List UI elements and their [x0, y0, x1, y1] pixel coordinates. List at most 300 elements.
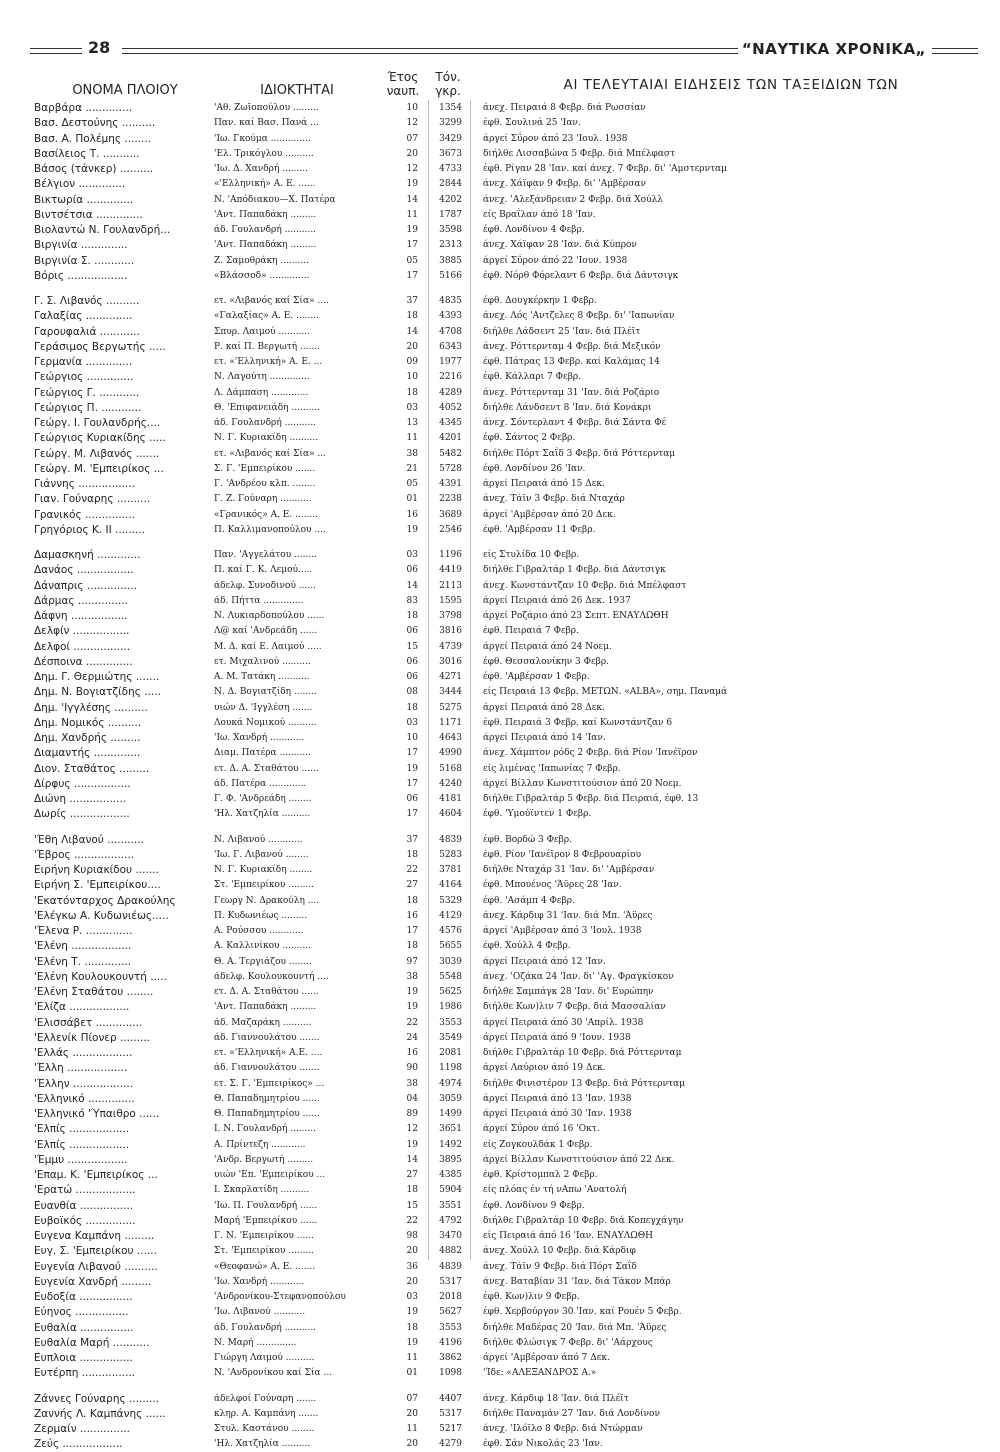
voyage-news: άνεχ. Χάϊφαν 28 'Ιαν. διά Κύπρον: [483, 240, 637, 251]
ship-name: Γεράσιμος Βεργωτής .....: [34, 340, 166, 353]
gross-tonnage: 5283: [439, 849, 462, 860]
voyage-news: έφθ. Πειραιά 3 Φεβρ. καί Κωνστάντζαν 6: [483, 717, 673, 728]
ship-name: 'Έμμυ ..................: [34, 1153, 128, 1166]
owner-name: Ν. Μαρή ..............: [214, 1337, 297, 1348]
build-year: 20: [406, 1246, 418, 1257]
voyage-news: έφθ. Σάντος 2 Φεβρ.: [483, 433, 576, 444]
ship-name: Βικτωρία ..............: [34, 193, 134, 206]
build-year: 01: [406, 494, 418, 505]
ship-name: Δωρίς ..................: [34, 808, 130, 821]
build-year: 06: [406, 565, 418, 576]
table-row: [0, 640, 1000, 655]
gross-tonnage: 2238: [439, 494, 462, 505]
owner-name: 'Ηλ. Χατζηλία ..........: [214, 1439, 311, 1450]
ship-name: Βασ. Α. Πολέμης ........: [34, 132, 152, 145]
build-year: 04: [406, 1093, 418, 1104]
ship-name: 'Ελπίς ..................: [34, 1123, 130, 1136]
gross-tonnage: 5627: [439, 1307, 462, 1318]
table-row: [0, 355, 1000, 370]
owner-name: Ν. 'Ανδρονίκου καί Σία ...: [214, 1368, 333, 1379]
voyage-news: έφθ. Βορδώ 3 Φεβρ.: [483, 834, 573, 845]
gross-tonnage: 2113: [439, 580, 462, 591]
owner-name: Γ. Ν. 'Εμπειρίκου ......: [214, 1231, 314, 1241]
build-year: 18: [406, 702, 418, 713]
gross-tonnage: 1098: [439, 1368, 462, 1379]
voyage-news: είς πλόας έν τή νΑπω 'Ανατολή: [483, 1185, 627, 1196]
gross-tonnage: 3299: [439, 118, 462, 129]
build-year: 14: [406, 326, 418, 337]
build-year: 17: [406, 809, 418, 820]
ship-name: Ζαννής Λ. Καμπάνης ......: [34, 1407, 166, 1420]
gross-tonnage: 4882: [439, 1246, 462, 1257]
table-row: [0, 548, 1000, 563]
build-year: 11: [406, 1424, 418, 1434]
owner-name: άδ. Μαζαράκη ..........: [214, 1017, 312, 1028]
ship-name: 'Ελένη Σταθάτου ........: [34, 986, 154, 998]
voyage-news: άργεί Σΰρον άπό 16 'Οκτ.: [483, 1124, 600, 1135]
voyage-news: είς Ζογκουλδάκ 1 Φεβρ.: [483, 1139, 593, 1150]
table-row: [0, 777, 1000, 792]
owner-name: Γ. 'Ανδρέου κλπ. ........: [214, 479, 316, 489]
build-year: 18: [406, 1185, 418, 1196]
owner-name: Ζ. Σαμοθράκη ..........: [214, 255, 309, 266]
table-row: [0, 685, 1000, 700]
owner-name: Γεωργ Ν. Δρακούλη ....: [214, 895, 320, 906]
gross-tonnage: 4279: [439, 1439, 462, 1450]
ship-name: Δημ. Γ. Θερμιώτης .......: [34, 671, 160, 683]
voyage-news: άνεχ. Χούλλ 10 Φεβρ. διά Κάρδιφ: [483, 1246, 636, 1257]
gross-tonnage: 1354: [439, 103, 462, 113]
build-year: 19: [406, 225, 418, 235]
table-row: [0, 863, 1000, 878]
table-row: [0, 1016, 1000, 1031]
table-row: [0, 609, 1000, 624]
gross-tonnage: 3689: [439, 509, 462, 520]
voyage-news: έφθ. Ρίγαν 28 'Ιαν. καί άνεχ. 7 Φεβρ. δι' 'Αμστερνταμ: [483, 164, 727, 174]
build-year: 06: [406, 656, 418, 667]
voyage-news: έφθ. 'Αμβέρσαν 11 Φεβρ.: [483, 524, 596, 535]
owner-name: ετ. Σ. Γ. 'Εμπειρίκος» ...: [214, 1078, 325, 1089]
gross-tonnage: 3444: [439, 687, 462, 698]
ship-name: Βιργινία ..............: [34, 239, 128, 252]
table-row: [0, 746, 1000, 761]
ship-name: Γεώργιος Γ. ............: [34, 386, 140, 399]
build-year: 10: [406, 103, 418, 113]
ship-name: Γερμανία ..............: [34, 356, 133, 368]
build-year: 12: [406, 118, 418, 129]
build-year: 17: [406, 748, 418, 759]
ship-name: Εύηνος ................: [34, 1306, 129, 1319]
table-row: [0, 924, 1000, 939]
voyage-news: άργεί Πειραιά άπό 24 Νοεμ.: [483, 641, 612, 652]
table-row: [0, 1077, 1000, 1092]
build-year: 11: [406, 433, 418, 444]
gross-tonnage: 3885: [439, 255, 462, 266]
ship-name: 'Ελλενίκ Πίονερ .........: [34, 1031, 151, 1044]
gross-tonnage: 4990: [439, 748, 462, 759]
build-year: 06: [406, 794, 418, 804]
voyage-news: διήλθε Κων)λιν 7 Φεβρ. διά Μασσαλίαν: [483, 1002, 666, 1013]
voyage-news: άργεί Πειραιά άπό 26 Δεκ. 1937: [483, 595, 631, 606]
owner-name: άδ. Γιαννουλάτου .......: [214, 1063, 320, 1074]
ship-name: Ευγενία Χανδρή .........: [34, 1275, 152, 1288]
build-year: 17: [406, 926, 418, 936]
ship-name: 'Επαμ. Κ. 'Εμπειρίκος ...: [34, 1169, 158, 1181]
voyage-news: άργεί Βίλλαν Κωνστιτούσιον άπό 20 Νοεμ.: [483, 778, 682, 789]
gross-tonnage: 4052: [439, 402, 462, 413]
voyage-news: άνεχ. Βαταβίαν 31 'Ιαν. διά Τάκον Μπάρ: [483, 1276, 671, 1287]
gross-tonnage: 3895: [439, 1154, 462, 1165]
build-year: 12: [406, 1124, 418, 1135]
ship-name: 'Έλλη ..................: [34, 1062, 128, 1075]
ship-name: Γεώργιος ..............: [34, 371, 134, 384]
gross-tonnage: 1977: [439, 357, 462, 367]
table-row: [0, 1122, 1000, 1137]
voyage-news: διήλθε Μαδέρας 20 'Ιαν. διά Μπ. 'Άϋρες: [483, 1322, 667, 1333]
table-row: [0, 147, 1000, 162]
owner-name: Παν. καί Βασ. Πανά ...: [214, 118, 319, 129]
voyage-news: άργεί 'Αμβέρσαν άπό 20 Δεκ.: [483, 509, 616, 520]
ship-name: Ευδοξία ................: [34, 1291, 133, 1303]
table-row: [0, 1290, 1000, 1305]
table-row: [0, 294, 1000, 309]
owner-name: ετ. Δ. Α. Σταθάτου ......: [214, 763, 319, 774]
build-year: 03: [406, 1292, 418, 1302]
build-year: 16: [406, 1048, 418, 1058]
table-row: [0, 208, 1000, 223]
voyage-news: άργεί Πειραιά άπό 12 'Ιαν.: [483, 956, 606, 967]
header-rule-left: [30, 48, 82, 54]
table-row: [0, 1336, 1000, 1351]
owner-name: Ν. Λυκιαρδοπούλου ......: [214, 611, 325, 621]
build-year: 20: [406, 341, 418, 352]
gross-tonnage: 3429: [439, 133, 462, 144]
ship-name: Βασίλειος Τ. ...........: [34, 147, 140, 160]
table-row: [0, 477, 1000, 492]
ship-name: Βάσος (τάνκερ) ..........: [34, 163, 154, 175]
gross-tonnage: 5548: [439, 971, 462, 982]
owner-name: 'Ιω. Χανδρή ............: [214, 1276, 305, 1287]
gross-tonnage: 4164: [439, 880, 462, 891]
owner-name: Θ. 'Επιφανειάδη ..........: [214, 402, 320, 413]
owner-name: Π. Καλλιμανοπούλου ....: [214, 524, 326, 535]
voyage-news: έφθ. Πειραιά 7 Φεβρ.: [483, 626, 579, 637]
owner-name: Στ. 'Εμπειρίκου .........: [214, 1246, 315, 1257]
ship-name: 'Ερατώ ..................: [34, 1184, 136, 1197]
ship-name: Ζεύς ..................: [34, 1438, 123, 1451]
gross-tonnage: 3798: [439, 611, 462, 621]
table-row: [0, 848, 1000, 863]
build-year: 18: [406, 1322, 418, 1333]
owner-name: ετ. Μιχαλινού ..........: [214, 656, 311, 667]
ship-name: Γιαν. Γούναρης ..........: [34, 493, 151, 506]
owner-name: Α. Ρούσσου ............: [214, 926, 304, 936]
table-row: [0, 701, 1000, 716]
gross-tonnage: 4643: [439, 733, 462, 743]
build-year: 07: [406, 133, 418, 144]
build-year: 19: [406, 1002, 418, 1013]
journal-title: “ΝΑΥΤΙΚΑ ΧΡΟΝΙΚΑ„: [741, 40, 926, 58]
owner-name: 'Ιω. Γ. Λιβανού ........: [214, 849, 309, 860]
owner-name: «'Ελληνική» Α. Ε. ......: [214, 179, 316, 190]
owner-name: Π. καί Γ. Κ. Λεμού.....: [214, 565, 313, 576]
ship-name: Γεώργιος Π. ............: [34, 401, 142, 414]
build-year: 17: [406, 270, 418, 281]
voyage-news: άνεχ. Χάμπτον ρόδς 2 Φεβρ. διά Ρίον 'Ιανέϊρον: [483, 748, 698, 759]
table-row: [0, 431, 1000, 446]
ship-name: Δημ. Χανδρής .........: [34, 732, 141, 744]
owner-name: άδελφοί Γούναρη .......: [214, 1393, 317, 1404]
table-row: [0, 325, 1000, 340]
ship-name: Δέσποινα ..............: [34, 655, 133, 668]
owner-name: Ν. Δ. Βογιατζίδη ........: [214, 687, 317, 698]
table-row: [0, 1437, 1000, 1452]
owner-name: «Γαλαξίας» Α. Ε. ........: [214, 311, 319, 322]
ship-name: 'Ελισσάβετ ..............: [34, 1016, 143, 1029]
gross-tonnage: 4733: [439, 164, 462, 174]
owner-name: 'Αθ. Ζωϊοπούλου .........: [214, 103, 319, 113]
voyage-news: άργεί Πειραιά άπό 13 'Ιαν. 1938: [483, 1093, 632, 1104]
owner-name: Διαμ. Πατέρα ...........: [214, 748, 311, 759]
build-year: 16: [406, 910, 418, 921]
owner-name: 'Ηλ. Χατζηλία ..........: [214, 809, 311, 820]
gross-tonnage: 4792: [439, 1215, 462, 1226]
gross-tonnage: 3549: [439, 1032, 462, 1043]
build-year: 27: [406, 1170, 418, 1180]
table-row: [0, 370, 1000, 385]
build-year: 18: [406, 311, 418, 322]
table-row: [0, 1366, 1000, 1381]
gross-tonnage: 4835: [439, 296, 462, 306]
voyage-news: έφθ. Πάτρας 13 Φεβρ. καί Καλάμας 14: [483, 357, 660, 367]
gross-tonnage: 4839: [439, 1261, 462, 1272]
owner-name: άδ. Γιαννουλάτου .......: [214, 1032, 320, 1043]
table-row: [0, 1107, 1000, 1122]
ship-name: Δημ. Ν. Βογιατζίδης .....: [34, 686, 161, 699]
owner-name: 'Ανδρ. Βεργωτή .........: [214, 1154, 314, 1165]
table-row: [0, 1168, 1000, 1183]
owner-name: ετ. «Λιβανός καί Σία» ....: [214, 296, 329, 306]
build-year: 10: [406, 733, 418, 743]
owner-name: 'Ελ. Τρικόγλου ..........: [214, 148, 314, 159]
voyage-news: διήλθε Παναμάν 27 'Ιαν. διά Λονδίνον: [483, 1408, 660, 1419]
voyage-news: άνεχ. Κωνστάντζαν 10 Φεβρ. διά Μπέλφαστ: [483, 580, 687, 591]
build-year: 03: [406, 550, 418, 560]
owner-name: Ν. Γ. Κυριακίδη ..........: [214, 433, 319, 444]
gross-tonnage: 3551: [439, 1200, 462, 1211]
owner-name: ετ. «'Ελληνική» Α. Ε. ...: [214, 357, 323, 367]
ship-name: Γιάννης .................: [34, 478, 135, 490]
gross-tonnage: 2546: [439, 524, 462, 535]
table-row: [0, 731, 1000, 746]
ship-name: Βιντσέτσια ..............: [34, 208, 143, 221]
ship-name: Ζερμαίν ...............: [34, 1423, 130, 1435]
gross-tonnage: 5655: [439, 941, 462, 952]
column-header-owners: ΙΔΙΟΚΤΗΤΑΙ: [260, 83, 334, 98]
ship-name: Δαμασκηνή .............: [34, 549, 141, 561]
voyage-news: άργεί 'Αμβέρσαν άπό 3 'Ιουλ. 1938: [483, 926, 642, 936]
column-header-news: ΑΙ ΤΕΛΕΥΤΑΙΑΙ ΕΙΔΗΣΕΙΣ ΤΩΝ ΤΑΞΕΙΔΙΩΝ ΤΩΝ: [563, 77, 899, 93]
build-year: 97: [406, 956, 418, 967]
gross-tonnage: 5728: [439, 463, 462, 474]
gross-tonnage: 3816: [439, 626, 462, 637]
voyage-news: άνεχ. 'Οζάκα 24 'Ιαν. δι' 'Αγ. Φραγκίσκον: [483, 971, 674, 982]
ship-name: Δημ. 'Ιγγλέσης ..........: [34, 701, 148, 714]
voyage-news: άνεχ. Πειραιά 8 Φεβρ. διά Ρωσσίαν: [483, 103, 646, 113]
ship-name: Ευπλοια ................: [34, 1352, 133, 1364]
build-year: 06: [406, 672, 418, 682]
ship-name: Ζάννες Γούναρης .........: [34, 1392, 160, 1405]
build-year: 18: [406, 849, 418, 860]
gross-tonnage: 4289: [439, 387, 462, 398]
voyage-news: διήλθε Φινιστέρον 13 Φεβρ. διά Ρόττερνταμ: [483, 1078, 685, 1089]
build-year: 09: [406, 357, 418, 367]
gross-tonnage: 4201: [439, 433, 462, 444]
owner-name: Π. Κυδωνιέως .........: [214, 910, 308, 921]
owner-name: Σπυρ. Λαιμού ...........: [214, 326, 310, 337]
owner-name: ετ. «Λιβανός καί Σία» ...: [214, 448, 326, 459]
voyage-news: άνεχ. 'Αλεξάνδρειαν 2 Φεβρ. διά Χούλλ: [483, 194, 663, 205]
voyage-news: άνεχ. 'Ιλόϊλο 8 Φεβρ. διά Ντώρμαν: [483, 1424, 643, 1434]
build-year: 38: [406, 971, 418, 982]
voyage-news: άνεχ. Χάϊφαν 9 Φεβρ. δι' 'Αμβέρσαν: [483, 179, 646, 190]
voyage-news: έφθ. Χερβούργον 30 'Ιαν. καί Ρουέν 5 Φεβρ.: [483, 1307, 682, 1318]
table-row: [0, 792, 1000, 807]
voyage-news: έφθ. 'Ασάμπ 4 Φεβρ.: [483, 895, 575, 906]
voyage-news: είς λιμένας 'Ιαπωνίας 7 Φεβρ.: [483, 763, 621, 774]
owner-name: Στυλ. Καστάνου ........: [214, 1424, 315, 1434]
build-year: 01: [406, 1368, 418, 1379]
ship-name: Βαρβάρα ..............: [34, 102, 133, 114]
ship-name: Βασ. Δεστούνης ..........: [34, 117, 156, 130]
table-row: [0, 401, 1000, 416]
ship-name: Βόρις ..................: [34, 269, 128, 282]
build-year: 37: [406, 834, 418, 845]
table-row: [0, 807, 1000, 822]
gross-tonnage: 4181: [439, 794, 462, 804]
build-year: 03: [406, 402, 418, 413]
gross-tonnage: 4419: [439, 565, 462, 576]
table-row: [0, 177, 1000, 192]
ship-name: Γεώργ. Μ. 'Εμπειρίκος ...: [34, 462, 164, 475]
owner-name: κληρ. Α. Καμπάνη .......: [214, 1408, 319, 1419]
build-year: 19: [406, 763, 418, 774]
gross-tonnage: 5904: [439, 1185, 462, 1196]
build-year: 03: [406, 717, 418, 728]
voyage-news: άργεί 'Αμβέρσαν άπό 7 Δεκ.: [483, 1353, 610, 1363]
ship-name: Δανάος .................: [34, 564, 134, 577]
ship-name: Γρανικός ...............: [34, 508, 136, 521]
table-row: [0, 462, 1000, 477]
column-header-ship: ΟΝΟΜΑ ΠΛΟΙΟΥ: [72, 83, 178, 98]
owner-name: 'Ιω. Χανδρή ............: [214, 733, 305, 743]
owner-name: Α. Πρίντεζη ............: [214, 1139, 306, 1150]
ship-name: Ευγενα Καμπάνη .........: [34, 1230, 155, 1242]
voyage-news: διήλθε Γιβραλτάρ 10 Φεβρ. διά Ρόττερνταμ: [483, 1048, 682, 1058]
gross-tonnage: 2081: [439, 1048, 462, 1058]
gross-tonnage: 4391: [439, 479, 462, 489]
table-row: [0, 878, 1000, 893]
build-year: 18: [406, 941, 418, 952]
gross-tonnage: 4739: [439, 641, 462, 652]
ship-name: 'Εκατόνταρχος Δρακούλης: [34, 894, 176, 907]
voyage-news: διήλθε Γιβραλτάρ 5 Φεβρ. διά Πειραιά, έφθ. 13: [483, 794, 699, 804]
owner-name: Ν. Λαγούτη ..............: [214, 372, 310, 383]
table-row: [0, 579, 1000, 594]
voyage-news: έφθ. 'Υμούϊντεν 1 Φεβρ.: [483, 809, 592, 820]
gross-tonnage: 1787: [439, 209, 462, 220]
owner-name: «Βλάσσοδ» ..............: [214, 270, 310, 281]
ship-name: Ευθαλία ................: [34, 1321, 134, 1334]
voyage-news: άργεί Πειραιά άπό 30 'Απρίλ. 1938: [483, 1017, 644, 1028]
table-row: [0, 985, 1000, 1000]
gross-tonnage: 3673: [439, 148, 462, 159]
ship-name: Ειρήνη Κυριακίδου .......: [34, 864, 159, 876]
ship-name: Ευτέρπη ................: [34, 1367, 136, 1380]
owner-name: άδ. Πήττα ..............: [214, 595, 304, 606]
voyage-news: άργεί Πειραιά άπό 30 'Ιαν. 1938: [483, 1109, 632, 1119]
build-year: 06: [406, 626, 418, 637]
gross-tonnage: 6343: [439, 341, 462, 352]
owner-name: 'Αντ. Παπαδάκη .........: [214, 209, 317, 220]
build-year: 08: [406, 687, 418, 698]
build-year: 21: [406, 463, 418, 474]
gross-tonnage: 3553: [439, 1322, 462, 1333]
ship-name: Γρηγόριος Κ. ΙΙ .........: [34, 523, 146, 536]
gross-tonnage: 2844: [439, 179, 462, 190]
ship-name: Γεώργιος Κυριακίδης .....: [34, 432, 166, 445]
ship-name: 'Ελένη ..................: [34, 940, 132, 953]
build-year: 17: [406, 778, 418, 789]
table-row: [0, 1244, 1000, 1259]
table-row: [0, 1407, 1000, 1422]
voyage-news: έφθ. Κων)λιν 9 Φεβρ.: [483, 1292, 580, 1302]
ship-name: Διαμαντής ..............: [34, 747, 141, 760]
voyage-news: έφθ. Λονδίνον 26 'Ιαν.: [483, 463, 586, 474]
gross-tonnage: 4271: [439, 672, 462, 682]
build-year: 19: [406, 524, 418, 535]
gross-tonnage: 4345: [439, 418, 462, 428]
table-row: [0, 492, 1000, 507]
ship-name: 'Ελένη Τ. ..............: [34, 955, 132, 968]
table-row: [0, 1351, 1000, 1366]
ship-name: Γαλαξίας ..............: [34, 310, 133, 323]
build-year: 20: [406, 1276, 418, 1287]
voyage-news: διήλθε Λάνδσεντ 8 'Ιαν. διά Κονάκρι: [483, 402, 652, 413]
owner-name: άδελφ. Κουλουκουντή ....: [214, 971, 329, 982]
table-row: [0, 101, 1000, 116]
ship-name: Γαρουφαλιά ............: [34, 325, 140, 338]
voyage-news: έφθ. Μπουένος 'Άϋρες 28 'Ιαν.: [483, 880, 622, 891]
owner-name: 'Ιω. Λιβανού ...........: [214, 1307, 306, 1318]
voyage-news: άργεί Λαύριον άπό 19 Δεκ.: [483, 1063, 606, 1074]
owner-name: υιών 'Επ. 'Εμπειρίκου ...: [214, 1170, 326, 1180]
voyage-news: έφθ. Ρίον 'Ιανέϊρον 8 Φεβρουαρίου: [483, 849, 642, 860]
table-row: [0, 340, 1000, 355]
build-year: 07: [406, 1393, 418, 1404]
table-row: [0, 416, 1000, 431]
voyage-news: άνεχ. Τάϊν 9 Φεβρ. διά Πόρτ Σαΐδ: [483, 1261, 637, 1272]
ship-name: Ευγ. Σ. 'Εμπειρίκου ......: [34, 1245, 157, 1258]
table-row: [0, 1183, 1000, 1198]
voyage-news: άργεί Πειραιά άπό 28 Δεκ.: [483, 702, 605, 713]
owner-name: Στ. 'Εμπειρίκου .........: [214, 880, 315, 891]
column-header-tons: Τόν. γκρ.: [435, 70, 461, 98]
build-year: 14: [406, 194, 418, 205]
build-year: 20: [406, 1439, 418, 1450]
ship-name: Δελφίν .................: [34, 625, 130, 638]
owner-name: Θ. Παπαδημητρίου ......: [214, 1093, 320, 1104]
